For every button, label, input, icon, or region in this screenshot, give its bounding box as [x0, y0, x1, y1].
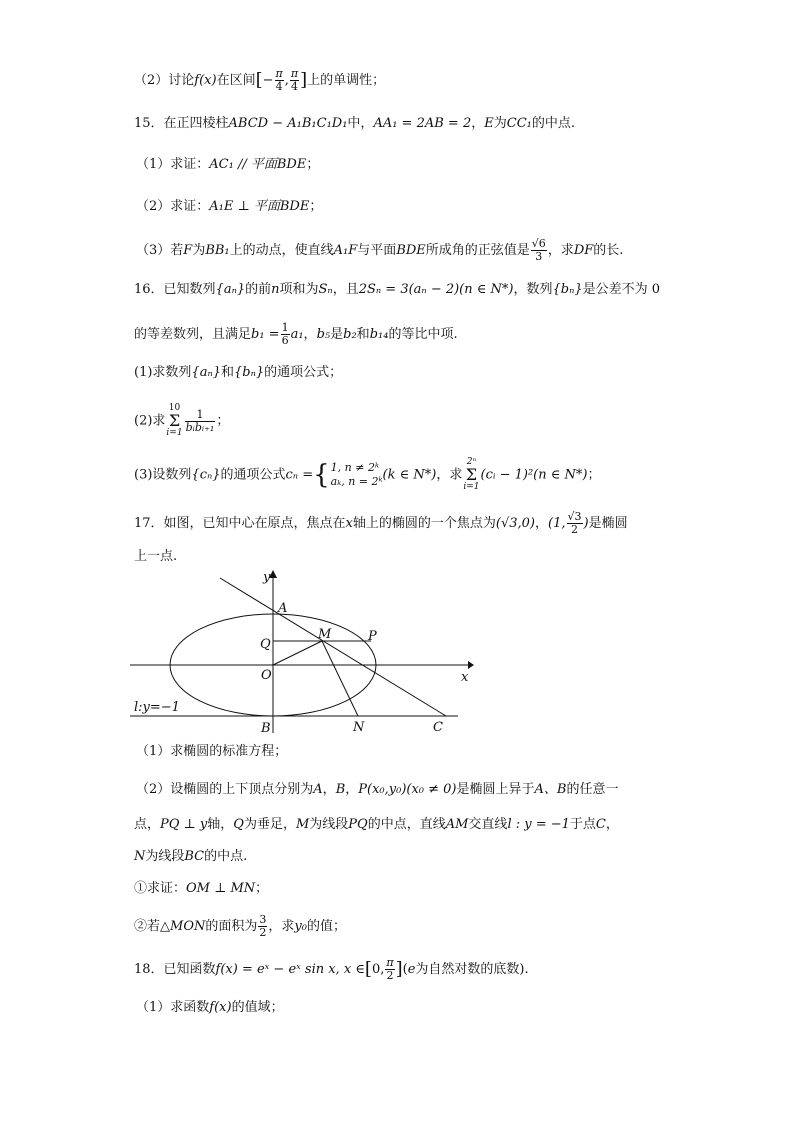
- q17-part2-line2: 点，PQ ⊥ y轴，Q为垂足，M为线段PQ的中点，直线AM交直线l : y = −1于点C，: [134, 817, 619, 832]
- line-AM: [220, 578, 446, 716]
- q16-part2: (2)求10 Σ i=1 $\frac{1}{\text{bᵢbᵢ₊₁}}$ ；: [134, 403, 230, 438]
- label-M: M: [318, 627, 332, 642]
- q16-one-sixth: $\frac{1}{6}$: [281, 321, 289, 347]
- q15-stem: 15．在正四棱柱ABCD − A₁B₁C₁D₁中，AA₁ = 2AB = 2，E为CC₁的中点.: [134, 116, 576, 131]
- label-N: N: [353, 720, 365, 735]
- q16-cases: 1, n ≠ 2ᵏ aₖ, n = 2ᵏ: [330, 461, 383, 488]
- q17-area-frac: $\frac{3}{2}$: [259, 913, 267, 939]
- q17-sub1: ①求证：OM ⊥ MN；: [134, 881, 269, 896]
- q15-part1: （1）求证：AC₁ // 平面BDE；: [136, 157, 320, 172]
- segment-OM: [273, 641, 322, 665]
- label-x: x: [461, 670, 469, 685]
- q14-frac-right: $\frac{\pi}{4}$: [290, 67, 299, 93]
- label-P: P: [368, 629, 377, 644]
- q15-cond: AA₁ = 2AB = 2: [373, 116, 472, 131]
- q14-frac-left: $\frac{\pi}{4}$: [275, 67, 283, 93]
- q17-part2-line3: N为线段BC的中点.: [134, 849, 248, 864]
- label-B: B: [261, 721, 271, 736]
- q14-minus: −: [262, 73, 274, 88]
- q15-sine-frac: $\frac{√6}{3}$: [531, 237, 546, 263]
- label-A: A: [278, 601, 288, 616]
- q17-point-frac: $\frac{√3}{2}$: [567, 510, 582, 536]
- q17-part2: （2）设椭圆的上下顶点分别为A，B，P(x₀,y₀)(x₀ ≠ 0)是椭圆上异于A、B的任意一: [136, 782, 619, 797]
- q14-tail: 上的单调性；: [307, 73, 386, 88]
- ellipse-figure: [128, 568, 478, 738]
- q16-part2-frac: $\frac{1}{\text{bᵢbᵢ₊₁}}$: [185, 407, 215, 434]
- q18-stem: 18．已知函数f(x) = eˣ − eˣ sin x, x ∈[0, $\frac{\pi}{2}$ ](e为自然对数的底数).: [134, 956, 529, 982]
- q16-part1: (1)求数列{aₙ}和{bₙ}的通项公式；: [134, 365, 343, 380]
- q16-sum-2: 2ⁿ Σ i=1: [463, 457, 480, 492]
- q17-stem-line2: 上一点.: [134, 549, 178, 564]
- q18-function: f(x) = eˣ − eˣ sin x, x ∈: [215, 962, 365, 977]
- q14-in-interval: 在区间: [216, 73, 256, 88]
- q16-part3: (3)设数列{cₙ}的通项公式cₙ ={ 1, n ≠ 2ᵏ aₖ, n = 2ᵏ (k ∈ N*)，求2ⁿ Σ i=1(cᵢ − 1)²(n ∈ N*)；: [134, 457, 601, 492]
- q14-fx: f(x): [194, 73, 217, 88]
- label-y: y: [263, 570, 271, 585]
- segment-MN: [322, 641, 358, 716]
- q18-part1: （1）求函数f(x)的值域；: [136, 1000, 284, 1015]
- label-l: l:y=−1: [134, 700, 180, 715]
- q15-part3: （3）若F为BB₁上的动点，使直线A₁F与平面BDE所成角的正弦值是 $\frac{√6}{3}$ ，求DF的长.: [136, 237, 624, 263]
- q18-interval-frac: $\frac{\pi}{2}$: [386, 956, 394, 982]
- q16-sum-1: 10 Σ i=1: [166, 403, 183, 438]
- q14-part2-label: （2）讨论: [134, 73, 195, 88]
- q17-part1: （1）求椭圆的标准方程；: [136, 744, 288, 759]
- q17-stem: 17．如图，已知中心在原点，焦点在x轴上的椭圆的一个焦点为(√3,0)，(1, $\frac{√3}{2}$ )是椭圆: [134, 510, 628, 536]
- q16-stem-line2: 的等差数列，且满足b₁ = $\frac{1}{6}$ a₁，b₅是b₂和b₁₄的等比中项.: [134, 321, 458, 347]
- q17-sub2: ②若△MON的面积为 $\frac{3}{2}$ ，求y₀的值；: [134, 913, 346, 939]
- q15-part2: （2）求证：A₁E ⊥ 平面BDE；: [136, 199, 323, 214]
- q16-stem: 16．已知数列{aₙ}的前n项和为Sₙ，且2Sₙ = 3(aₙ − 2)(n ∈ N*)，数列{bₙ}是公差不为 0: [134, 282, 661, 297]
- label-Q: Q: [260, 637, 271, 652]
- label-C: C: [433, 720, 443, 735]
- q15-prism: ABCD − A₁B₁C₁D₁: [228, 116, 348, 131]
- x-axis-arrow: [468, 661, 474, 669]
- q14-part2-line: （2）讨论f(x)在区间[− $\frac{\pi}{4}$ , $\frac{\pi}{4}$ ]上的单调性；: [134, 67, 386, 93]
- label-O: O: [261, 668, 272, 683]
- q16-eq: 2Sₙ = 3(aₙ − 2)(n ∈ N*): [358, 282, 514, 297]
